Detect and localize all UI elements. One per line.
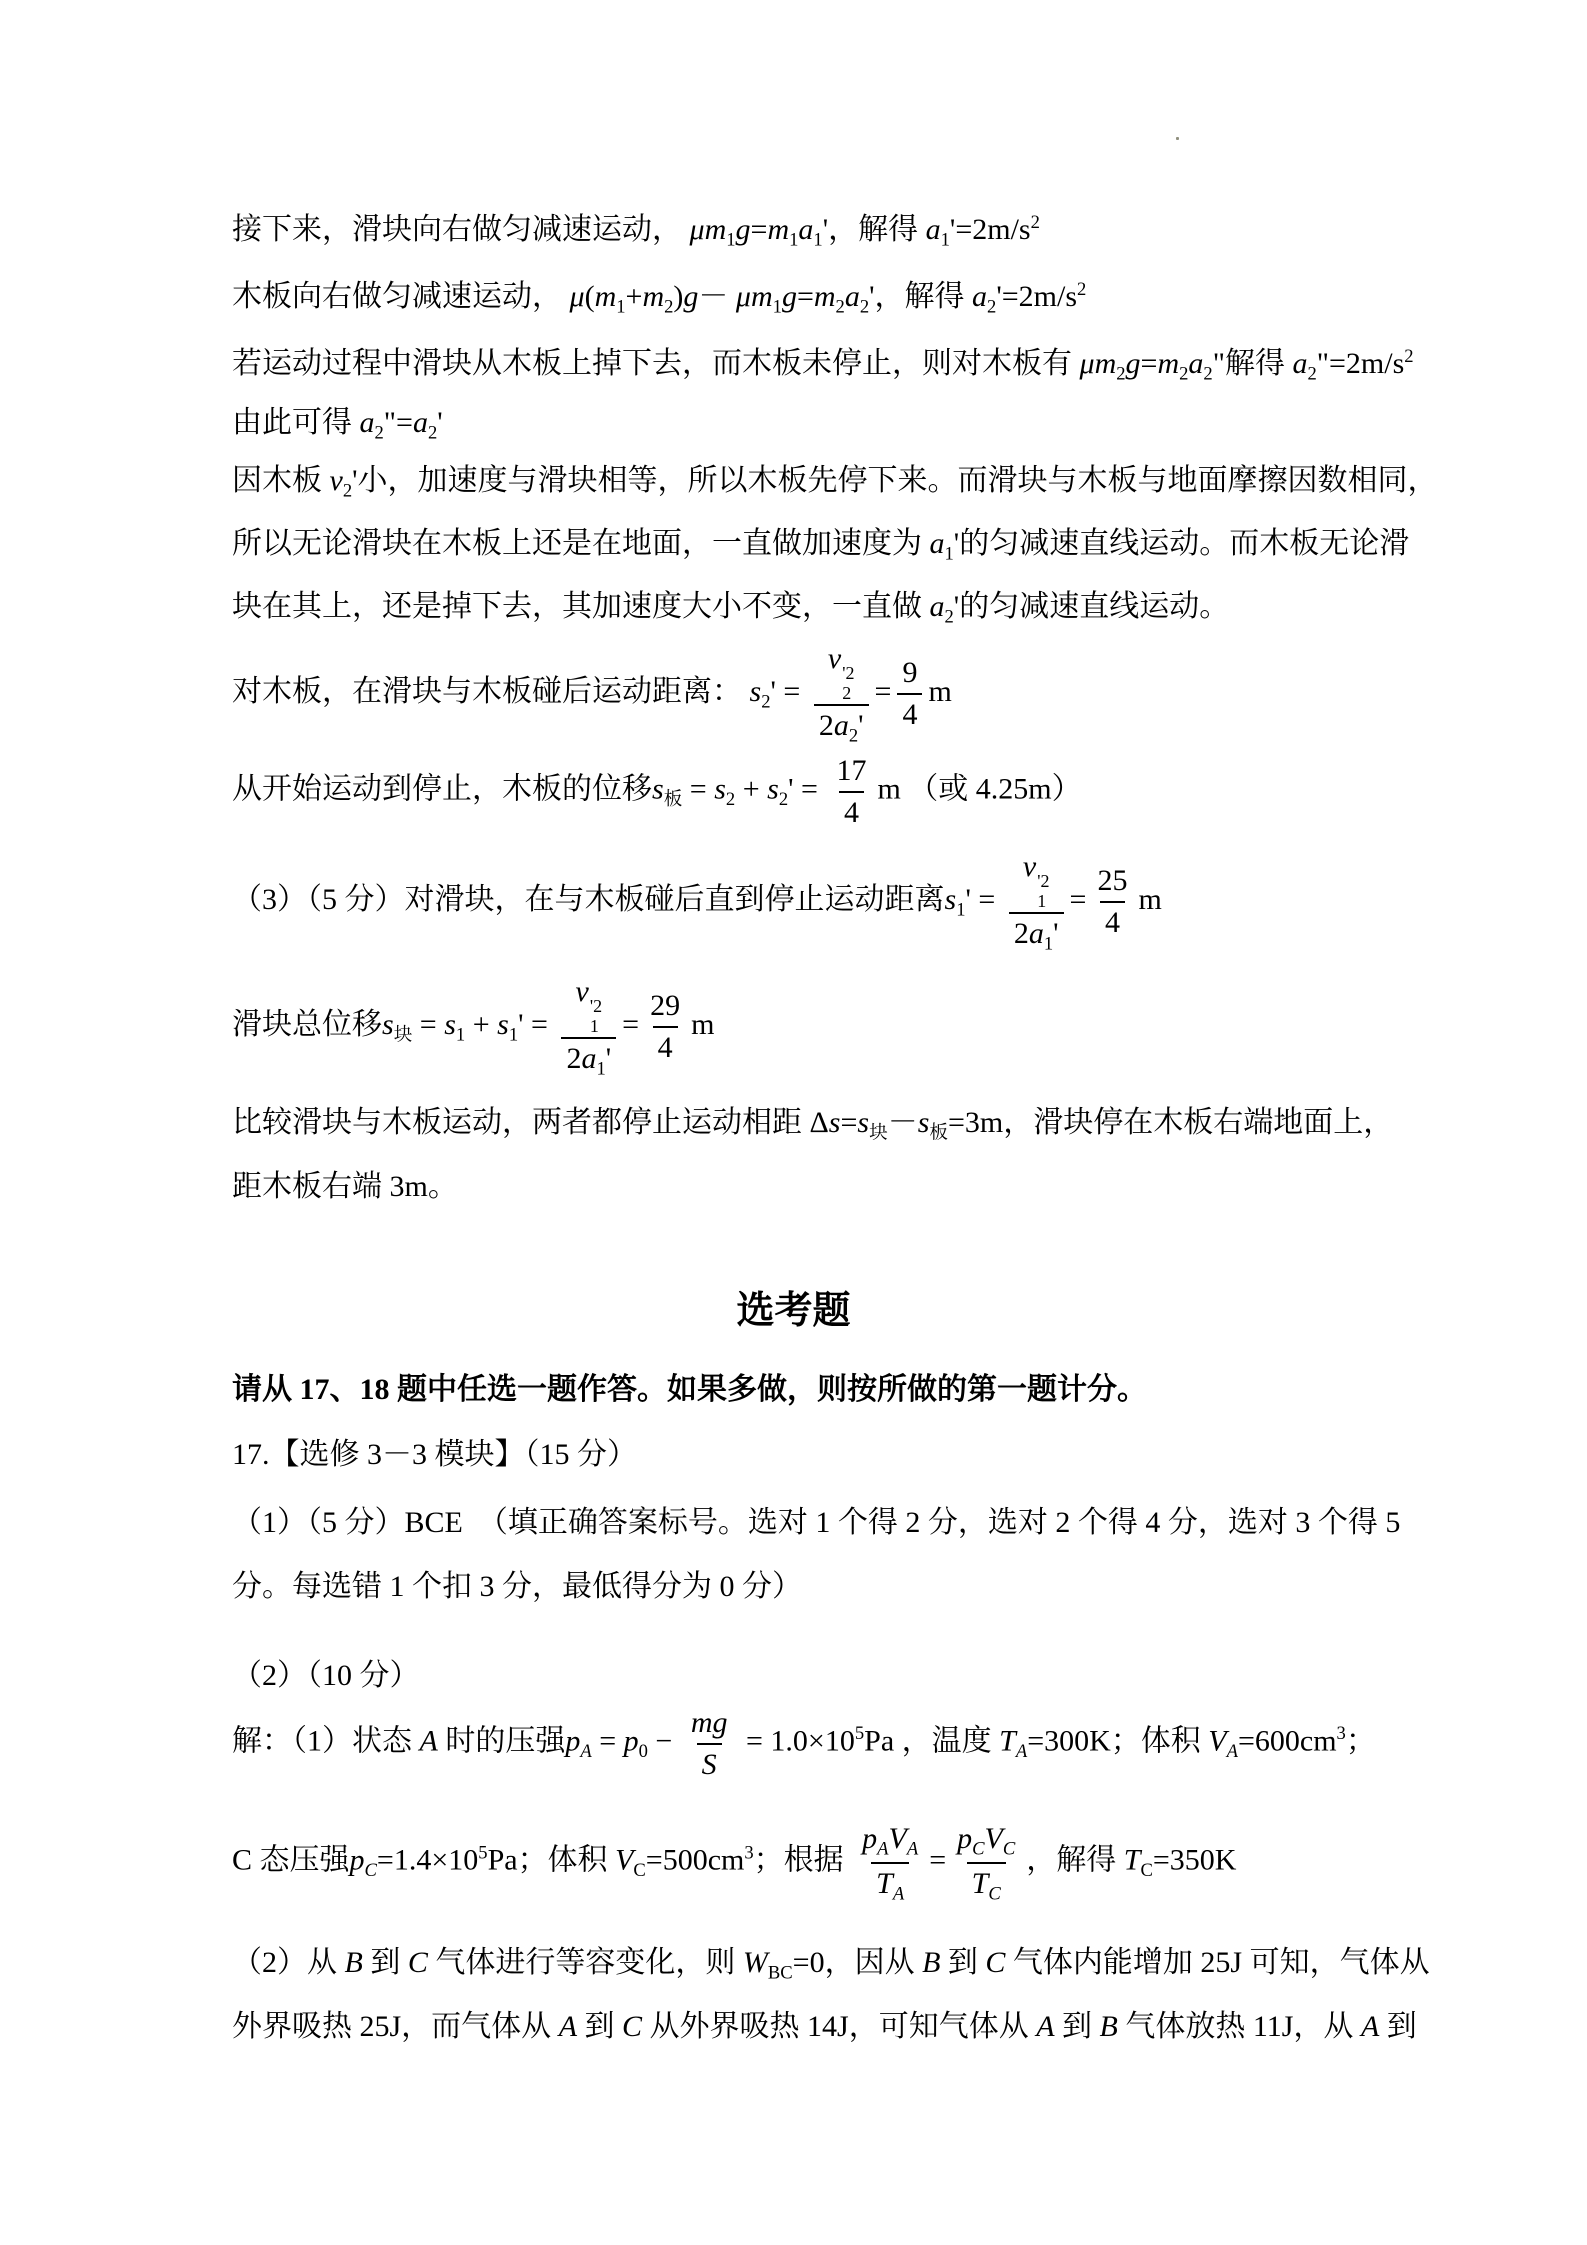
solution-step-board-decel: 木板向右做匀减速运动， $\mu(m_1+m_2)g- \mu m_1g=m_2a_2'$，解得 $a_2'=2m/s^2$ [232,279,1087,318]
answer-17-part1-line1: （1）（5 分）BCE （填正确答案标号。选对 1 个得 2 分，选对 2 个得 4 分，选对 3 个得 5 [232,1506,1401,1539]
solution-para-compare-2: 距木板右端 3m。 [232,1170,458,1203]
solution-para-analysis-2: 所以无论滑块在木板上还是在地面，一直做加速度为 $a_1'$的匀减速直线运动。而木板无论滑 [232,527,1410,565]
page-artifact-dot [1176,137,1179,140]
fraction: v '2 1 $2a_1'$ [561,973,616,1081]
answer-17-part2-para-line2: 外界吸热 25J，而气体从 A 到 C 从外界吸热 14J，可知气体从 A 到 B 气体放热 11J，从 A 到 [232,2010,1417,2043]
fraction: $\frac{25}{4}$ [1092,862,1132,941]
solution-para-analysis-3: 块在其上，还是掉下去，其加速度大小不变，一直做 $a_2'$的匀减速直线运动。 [232,590,1230,628]
instruction-choose-question: 请从 17、18 题中任选一题作答。如果多做，则按所做的第一题计分。 [232,1373,1147,1406]
solution-step-slider-decel: 接下来，滑块向右做匀减速运动， $\mu m_1g=m_1a_1'$，解得 $a_1'=2m/s^2$ [232,212,1040,251]
fraction: $\frac{mg}{S}$ [686,1704,733,1783]
answer-17-part1-line2: 分。每选错 1 个扣 3 分，最低得分为 0 分） [232,1570,802,1603]
solution-para-analysis-1: 因木板 $v_2'$小，加速度与滑块相等，所以木板先停下来。而滑块与木板与地面摩擦因数相同， [232,464,1438,502]
fraction: $\frac{17}{4}$ [831,752,871,831]
solution-step-slider-falls: 若运动过程中滑块从木板上掉下去，而木板未停止，则对木板有 $\mu m_2g=m_2a_2$"解得 $a_2"=2m/s^2$ [232,346,1414,385]
fraction: $\frac{p_CV_C}{T_C}$ [957,1822,1016,1905]
formula-slider-total-displacement: 滑块总位移$s_块 = s_1 + s_1'$ = v '2 1 $2a_1'$ = $\frac{29}{4}$ m [232,975,715,1080]
question-17-title: 17.【选修 3－3 模块】（15 分） [232,1438,637,1471]
solution-step-accel-equal: 由此可得 $a_2"=a_2'$ [232,406,443,444]
heading-optional-questions: 选考题 [736,1290,851,1332]
answer-17-part2-header: （2）（10 分） [232,1659,420,1692]
formula-part3-slider-distance: （3）（5 分）对滑块，在与木板碰后直到停止运动距离$s_1'$ = v '2 1 $2a_1'$ = $\frac{25}{4}$ m [232,850,1162,955]
formula-state-C: C 态压强$p_C=1.4\times 10^5Pa$；体积 $V_C=500cm^3$；根据 $\frac{p_AV_A}{T_A}$ = $\frac{p_CV_C}{T_C}$ ，解得 $T_C=350K$ [232,1822,1237,1905]
formula-state-A: 解：（1）状态 A 时的压强$p_A = p_0$ − $\frac{mg}{S}$ = $1.0\times 10^5Pa$ ，温度 $T_A=300K$；体积 $V_A=600cm^3$； [232,1704,1442,1783]
solution-para-compare-1: 比较滑块与木板运动，两者都停止运动相距 $\Delta s=s_块-s_板=3m$，滑块停在木板右端地面上， [232,1106,1394,1144]
formula-board-total-displacement: 从开始运动到停止，木板的位移$s_板 = s_2 + s_2'$ = $\frac{17}{4}$ m （或 4.25m） [232,752,1442,831]
fraction: $\frac{p_AV_A}{T_A}$ [862,1822,919,1905]
fraction: $\frac{9}{4}$ [897,654,922,733]
formula-board-distance-after-collision: 对木板，在滑块与木板碰后运动距离： $s_2'$ = v '2 2 $2a_2'$ = $\frac{9}{4}$ m [232,642,952,747]
fraction: v '2 1 $2a_1'$ [1009,848,1064,956]
fraction: v '2 2 $2a_2'$ [814,640,869,748]
answer-17-part2-para-line1: （2）从 B 到 C 气体进行等容变化，则 $W_{BC}=0$，因从 B 到 C 气体内能增加 25J 可知，气体从 [232,1946,1430,1984]
fraction: $\frac{29}{4}$ [645,987,685,1066]
